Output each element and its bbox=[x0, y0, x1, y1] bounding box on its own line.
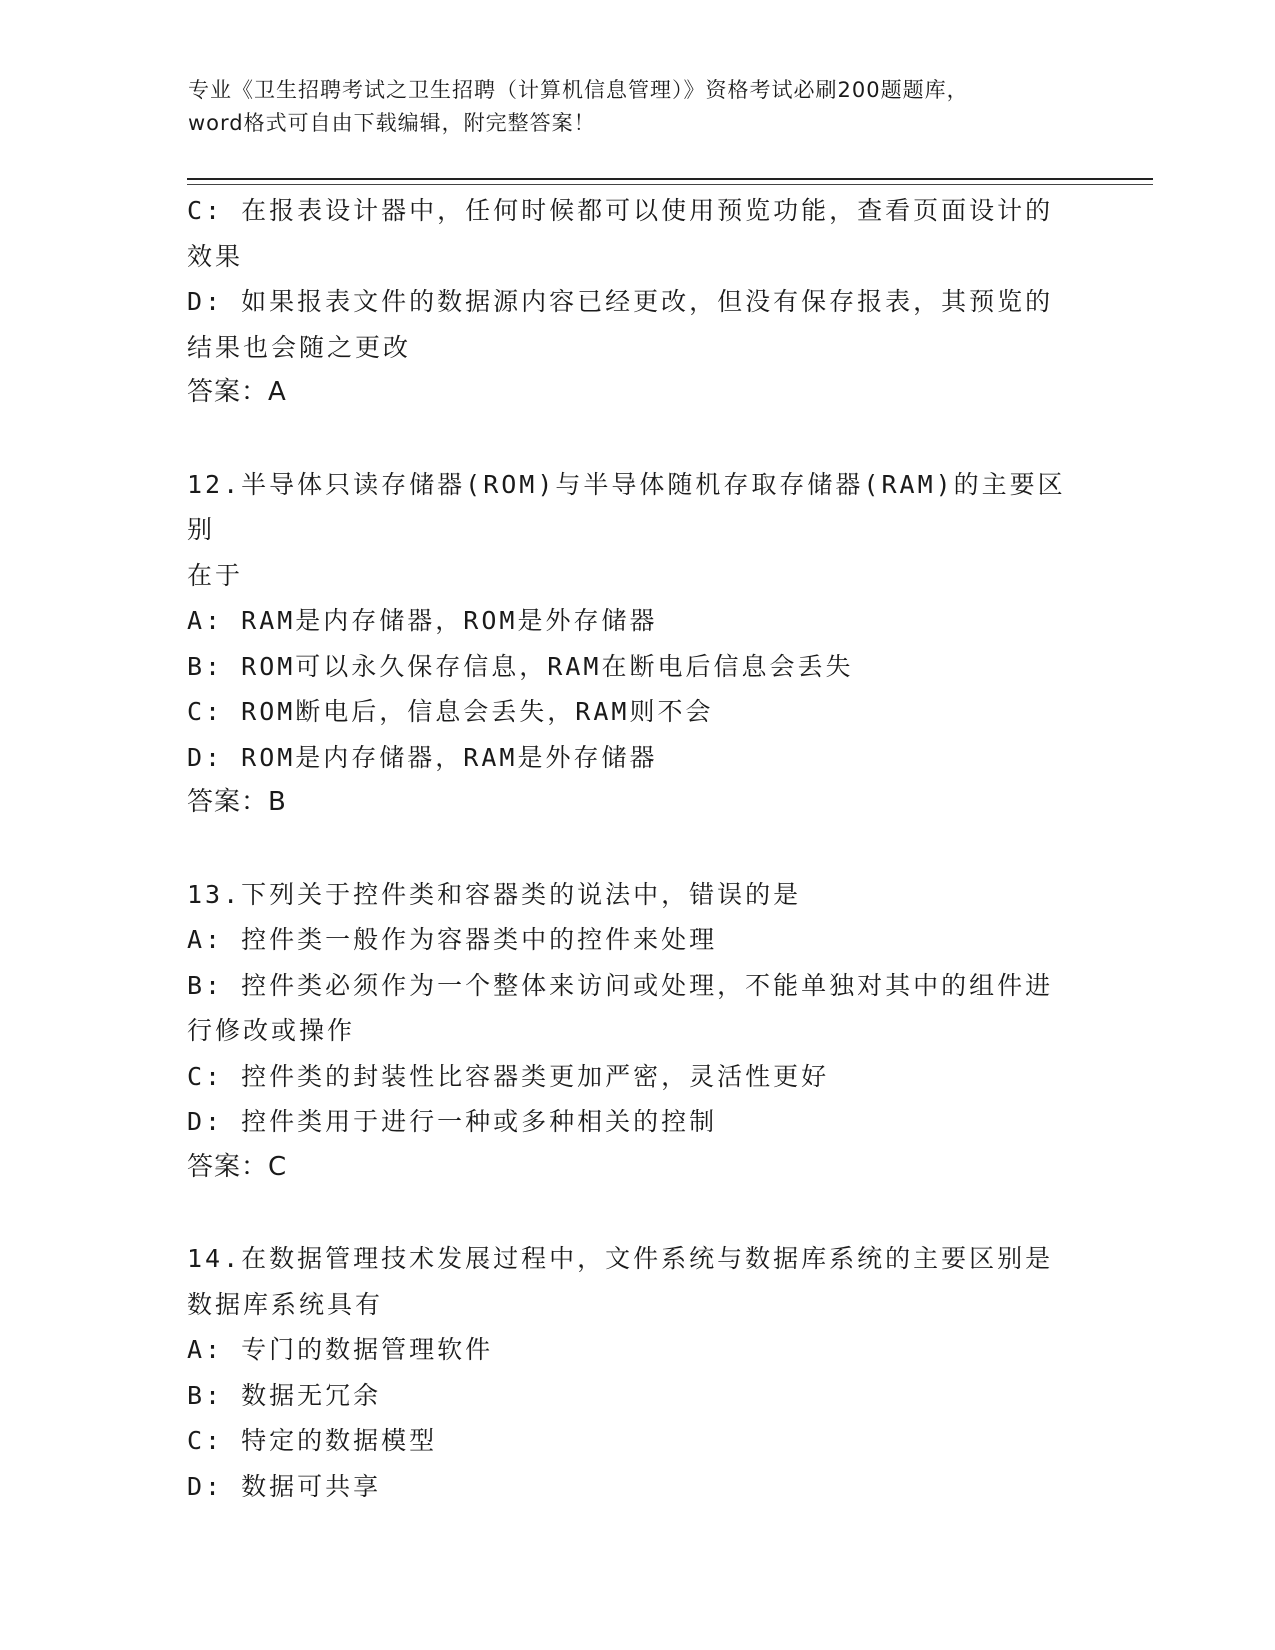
option-d: D: 数据可共享 bbox=[187, 1471, 382, 1501]
option-d-line-2: 结果也会随之更改 bbox=[187, 332, 412, 362]
option-d-line-1: D: 如果报表文件的数据源内容已经更改，但没有保存报表，其预览的 bbox=[187, 287, 1054, 316]
option-a: A: RAM是内存储器，ROM是外存储器 bbox=[187, 606, 658, 635]
option-c: C: 控件类的封装性比容器类更加严密，灵活性更好 bbox=[187, 1061, 830, 1091]
header-divider-thin bbox=[187, 184, 1153, 185]
question-13 bbox=[187, 872, 1087, 1191]
answer-label: 答案：B bbox=[187, 787, 287, 817]
question-stem-line-1: 12.半导体只读存储器(ROM)与半导体随机存取存储器(RAM)的主要区别 bbox=[187, 469, 1066, 544]
option-a: A: 专门的数据管理软件 bbox=[187, 1335, 494, 1364]
question-14 bbox=[187, 1236, 1087, 1509]
header-divider-thick bbox=[187, 178, 1153, 180]
option-b-line-2: 行修改或操作 bbox=[187, 1016, 356, 1045]
option-b: B: ROM可以永久保存信息，RAM在断电后信息会丢失 bbox=[187, 651, 854, 681]
option-d: D: ROM是内存储器，RAM是外存储器 bbox=[187, 742, 658, 772]
option-c-line-1: C: 在报表设计器中，任何时候都可以使用预览功能，查看页面设计的 bbox=[187, 196, 1054, 225]
question-stem: 13.下列关于控件类和容器类的说法中，错误的是 bbox=[187, 879, 802, 909]
question-stem-line-2: 在于 bbox=[187, 560, 244, 590]
answer-label: 答案：C bbox=[187, 1151, 288, 1182]
option-c: C: ROM断电后，信息会丢失，RAM则不会 bbox=[187, 697, 714, 726]
question-stem-line-1: 14.在数据管理技术发展过程中，文件系统与数据库系统的主要区别是 bbox=[187, 1244, 1054, 1273]
question-stem-line-2: 数据库系统具有 bbox=[187, 1289, 384, 1319]
header-line-2: word格式可自由下载编辑，附完整答案！ bbox=[188, 111, 596, 135]
option-c: C: 特定的数据模型 bbox=[187, 1426, 438, 1455]
header-line-1: 专业《卫生招聘考试之卫生招聘（计算机信息管理）》资格考试必刷200题题库， bbox=[188, 78, 969, 102]
option-a: A: 控件类一般作为容器类中的控件来处理 bbox=[187, 925, 718, 954]
option-b-line-1: B: 控件类必须作为一个整体来访问或处理，不能单独对其中的组件进 bbox=[187, 970, 1054, 1000]
option-c-line-2: 效果 bbox=[187, 241, 244, 271]
option-d: D: 控件类用于进行一种或多种相关的控制 bbox=[187, 1107, 718, 1136]
document-header bbox=[188, 74, 1088, 140]
question-content bbox=[187, 188, 1087, 1509]
answer-label: 答案：A bbox=[187, 377, 287, 407]
option-b: B: 数据无冗余 bbox=[187, 1380, 382, 1410]
question-12 bbox=[187, 462, 1087, 826]
question-11-continued bbox=[187, 188, 1087, 416]
